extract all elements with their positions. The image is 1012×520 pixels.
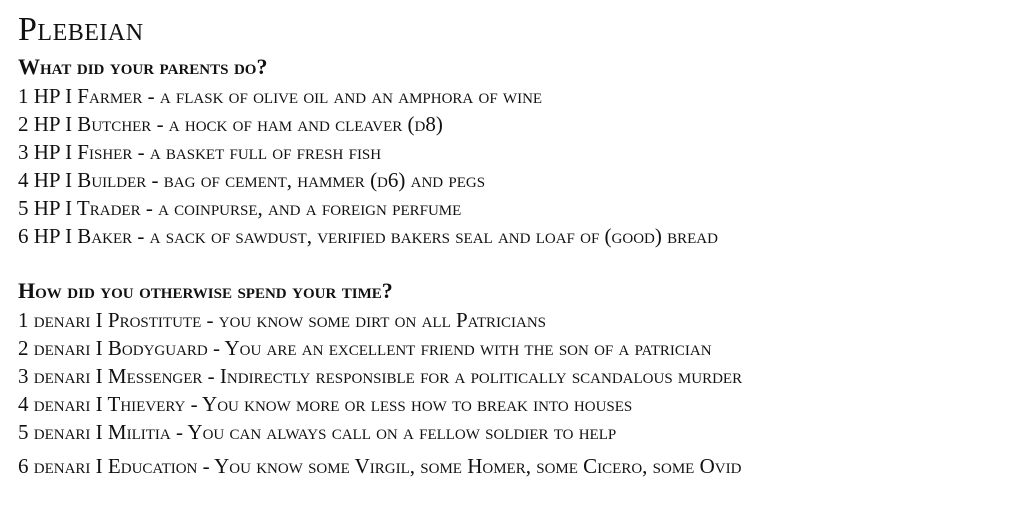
time-list-item: 2 denari I Bodyguard - You are an excellent friend with the son of a patrician <box>18 336 712 360</box>
time-list <box>18 306 742 480</box>
time-section-heading: How did you otherwise spend your time? <box>18 278 393 303</box>
page-title: Plebeian <box>18 11 144 48</box>
parents-list-item: 5 HP I Trader - a coinpurse, and a foreign perfume <box>18 196 462 220</box>
parents-list-item: 6 HP I Baker - a sack of sawdust, verified bakers seal and loaf of (good) bread <box>18 224 718 248</box>
parents-list-item: 4 HP I Builder - bag of cement, hammer (d6) and pegs <box>18 168 486 192</box>
time-list-item: 6 denari I Education - You know some Virgil, some Homer, some Cicero, some Ovid <box>18 454 742 478</box>
parents-list-item: 1 HP I Farmer - a flask of olive oil and an amphora of wine <box>18 84 543 108</box>
parents-list-item: 2 HP I Butcher - a hock of ham and cleaver (d8) <box>18 112 443 136</box>
parents-list-item: 3 HP I Fisher - a basket full of fresh fish <box>18 140 382 164</box>
parents-list <box>18 82 718 250</box>
time-list-item: 5 denari I Militia - You can always call on a fellow soldier to help <box>18 420 617 444</box>
time-list-item: 4 denari I Thievery - You know more or less how to break into houses <box>18 392 633 416</box>
parents-section-heading: What did your parents do? <box>18 54 268 79</box>
time-list-item: 1 denari I Prostitute - you know some dirt on all Patricians <box>18 308 546 332</box>
time-list-item: 3 denari I Messenger - Indirectly responsible for a politically scandalous murder <box>18 364 743 388</box>
